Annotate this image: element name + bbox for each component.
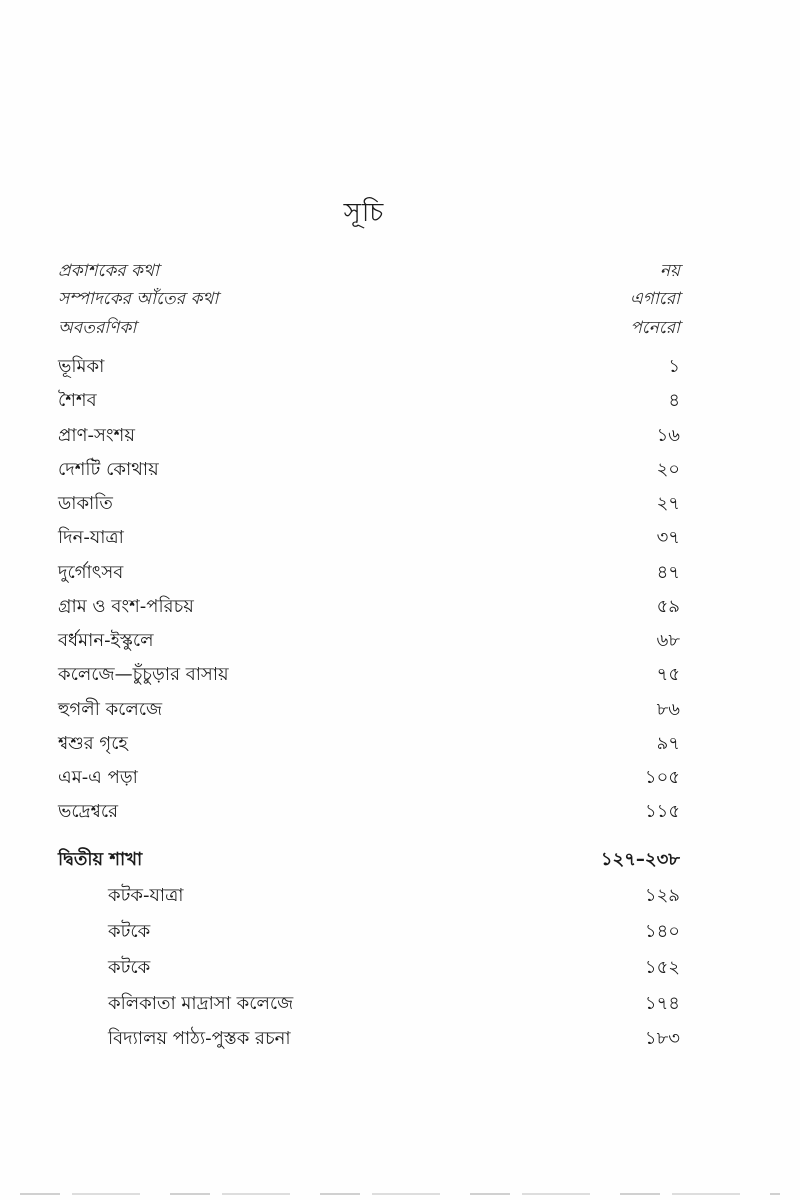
toc-entry-label: ভূমিকা [58,356,105,377]
toc-entry-page: ৬৮ [656,630,680,651]
toc-entry [58,352,680,383]
toc-entry [58,797,680,828]
toc-entry [58,660,680,691]
toc-entry-label: বর্ধমান-ইস্কুলে [58,630,154,651]
toc-entry [58,558,680,589]
toc-entry [58,455,680,486]
toc-entry-page: ১১৫ [644,801,680,822]
toc-entry-page: ১৪০ [644,921,680,942]
toc-section-page-range: ১২৭–২৩৮ [600,849,680,870]
toc-entry-label: প্রাণ-সংশয় [58,425,135,446]
toc-entry-page: ১ [668,356,680,377]
toc-entry [58,489,680,520]
toc-entry [58,421,680,452]
toc-entry-page: ৪৭ [656,562,680,583]
scan-edge-artifact [20,1193,780,1195]
toc-entry [58,729,680,760]
toc-entry-page: ২০ [656,459,680,480]
toc-entry-label: হুগলী কলেজে [58,699,163,720]
toc-entry-page: ৪ [668,390,680,411]
toc-entry-front [58,286,680,314]
toc-entry-label: দিন-যাত্রা [58,527,124,548]
toc-entry-label: ডাকাতি [58,493,113,514]
toc-section-label: দ্বিতীয় শাখা [58,849,143,870]
toc-entry-label: দেশটি কোথায় [58,459,159,480]
toc-entry-page: ৭৫ [656,664,680,685]
toc-section-heading [58,845,680,876]
toc-entry [58,386,680,417]
toc-entry-label: গ্রাম ও বংশ-পরিচয় [58,596,194,617]
toc-entry [58,695,680,726]
toc-entry [58,592,680,623]
toc-entry [58,523,680,554]
toc-entry-label: দুর্গোৎসব [58,562,124,583]
toc-entry-label: কলেজে—চুঁচুড়ার বাসায় [58,664,229,685]
toc-entry-page: ১৫২ [644,957,680,978]
toc-entry-page: ১৭৪ [644,993,680,1014]
toc-subentry [108,1024,680,1055]
toc-entry-label: শৈশব [58,390,97,411]
toc-entry-label: সম্পাদকের আঁতের কথা [58,289,219,309]
toc-entry-label: কলিকাতা মাদ্রাসা কলেজে [108,993,294,1014]
toc-entry-page: ৩৭ [656,527,680,548]
toc-entry-label: শ্বশুর গৃহে [58,733,128,754]
toc-entry-label: বিদ্যালয় পাঠ্য-পুস্তক রচনা [108,1028,291,1049]
toc-entry-page: পনেরো [630,318,680,338]
toc-subentry [108,881,680,912]
toc-subentry [108,917,680,948]
toc-entry-page: ১০৫ [644,767,680,788]
toc-entry-page: ৮৬ [656,699,680,720]
toc-entry-page: নয় [659,261,680,281]
page-title: সূচি [343,198,385,228]
toc-entry-page: ৫৯ [656,596,680,617]
toc-entry-page: এগারো [629,289,680,309]
toc-entry-page: ২৭ [656,493,680,514]
toc-entry-label: প্রকাশকের কথা [58,261,159,281]
toc-entry-page: ৯৭ [656,733,680,754]
toc-entry-label: অবতরণিকা [58,318,137,338]
toc-entry-label: কটকে [108,921,151,942]
toc-entry-page: ১৬ [656,425,680,446]
toc-entry [58,626,680,657]
toc-subentry [108,989,680,1020]
toc-entry-label: ভদ্রেশ্বরে [58,801,119,822]
toc-entry-label: কটকে [108,957,151,978]
toc-entry-label: এম-এ পড়া [58,767,138,788]
toc-entry-front [58,315,680,343]
toc-entry-page: ১৮৩ [644,1028,680,1049]
toc-entry-page: ১২৯ [644,885,680,906]
toc-entry-front [58,258,680,286]
toc-entry-label: কটক-যাত্রা [108,885,184,906]
toc-entry [58,763,680,794]
toc-subentry [108,953,680,984]
